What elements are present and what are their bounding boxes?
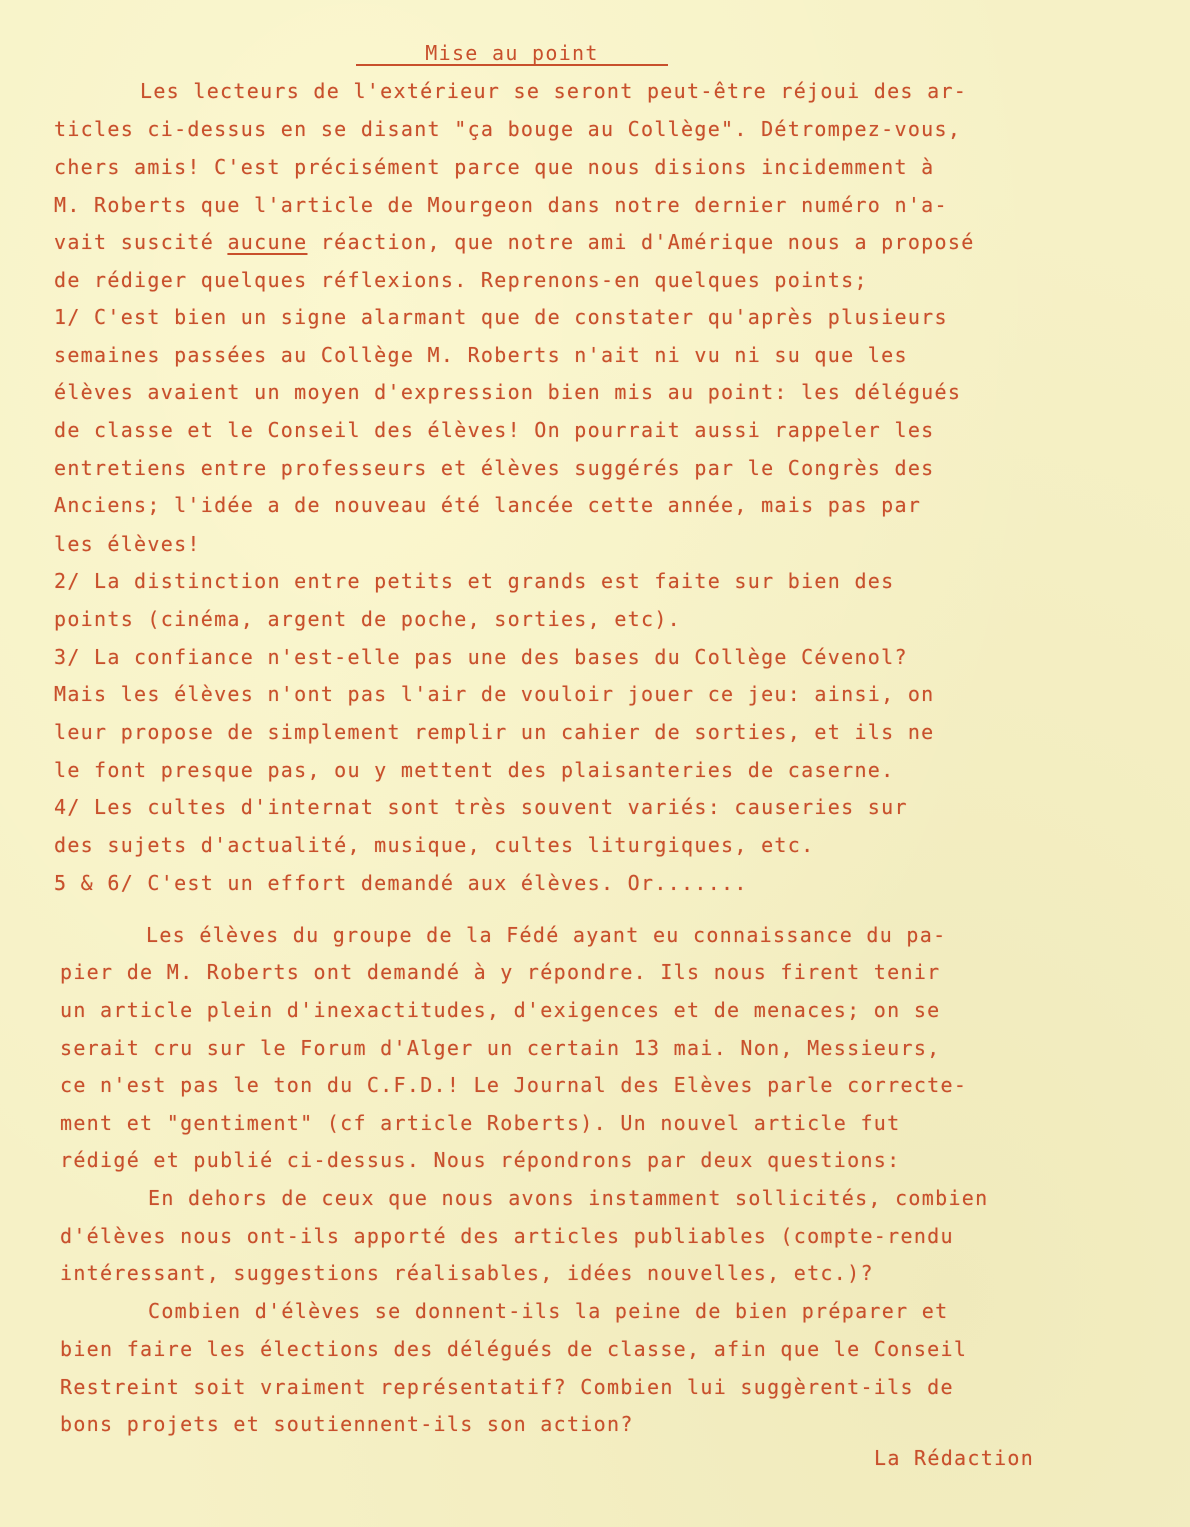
text-line: rédigé et publié ci-dessus. Nous répondrons par deux questions: (60, 1148, 901, 1172)
text-line: de rédiger quelques réflexions. Reprenons-en quelques points; (54, 268, 868, 292)
text-line: bien faire les élections des délégués de classe, afin que le Conseil (60, 1337, 968, 1361)
document-title: Mise au point (356, 42, 668, 66)
text-line: 1/ C'est bien un signe alarmant que de constater qu'après plusieurs (54, 305, 948, 329)
text-segment: vait suscité (54, 230, 228, 254)
text-line: 5 & 6/ C'est un effort demandé aux élèves. Or....... (54, 871, 748, 895)
text-line: Les lecteurs de l'extérieur se seront peut-être réjoui des ar- (140, 79, 968, 103)
text-line: entretiens entre professeurs et élèves suggérés par le Congrès des (54, 456, 935, 480)
text-line: Mais les élèves n'ont pas l'air de vouloir jouer ce jeu: ainsi, on (54, 682, 935, 706)
text-line: bons projets et soutiennent-ils son action? (60, 1412, 634, 1436)
text-line: points (cinéma, argent de poche, sorties, etc). (54, 607, 682, 631)
text-line: Combien d'élèves se donnent-ils la peine de bien préparer et (148, 1299, 949, 1323)
text-line: semaines passées au Collège M. Roberts n'ait ni vu ni su que les (54, 343, 908, 367)
text-line: leur propose de simplement remplir un cahier de sorties, et ils ne (54, 720, 935, 744)
text-line: chers amis! C'est précisément parce que nous disions incidemment à (54, 155, 935, 179)
text-line: 4/ Les cultes d'internat sont très souvent variés: causeries sur (54, 795, 908, 819)
text-line: M. Roberts que l'article de Mourgeon dans notre dernier numéro n'a- (54, 193, 948, 217)
text-line: ce n'est pas le ton du C.F.D.! Le Journal des Elèves parle correcte- (60, 1073, 968, 1097)
text-line: Restreint soit vraiment représentatif? Combien lui suggèrent-ils de (60, 1375, 954, 1399)
signature: La Rédaction (874, 1446, 1035, 1470)
text-line: des sujets d'actualité, musique, cultes liturgiques, etc. (54, 833, 815, 857)
text-line: ment et "gentiment" (cf article Roberts). Un nouvel article fut (60, 1111, 901, 1135)
text-line: intéressant, suggestions réalisables, idées nouvelles, etc.)? (60, 1261, 874, 1285)
underlined-word: aucune (227, 230, 308, 254)
text-line: de classe et le Conseil des élèves! On pourrait aussi rappeler les (54, 418, 935, 442)
text-line: les élèves! (54, 532, 201, 556)
text-line: le font presque pas, ou y mettent des plaisanteries de caserne. (54, 758, 895, 782)
text-line: ticles ci-dessus en se disant "ça bouge au Collège". Détrompez-vous, (54, 117, 962, 141)
text-segment: réaction, que notre ami d'Amérique nous a proposé (307, 230, 975, 254)
text-line: serait cru sur le Forum d'Alger un certain 13 mai. Non, Messieurs, (60, 1036, 941, 1060)
text-line: un article plein d'inexactitudes, d'exigences et de menaces; on se (60, 998, 941, 1022)
text-line: élèves avaient un moyen d'expression bien mis au point: les délégués (54, 380, 962, 404)
text-line: 3/ La confiance n'est-elle pas une des bases du Collège Cévenol? (54, 645, 908, 669)
text-line (54, 232, 975, 252)
text-line: Anciens; l'idée a de nouveau été lancée cette année, mais pas par (54, 493, 922, 517)
text-line: 2/ La distinction entre petits et grands est faite sur bien des (54, 569, 895, 593)
text-line: d'élèves nous ont-ils apporté des articles publiables (compte-rendu (60, 1224, 954, 1248)
text-line: pier de M. Roberts ont demandé à y répondre. Ils nous firent tenir (60, 960, 941, 984)
text-line: En dehors de ceux que nous avons instamment sollicités, combien (148, 1186, 989, 1210)
text-line: Les élèves du groupe de la Fédé ayant eu connaissance du pa- (146, 923, 947, 947)
